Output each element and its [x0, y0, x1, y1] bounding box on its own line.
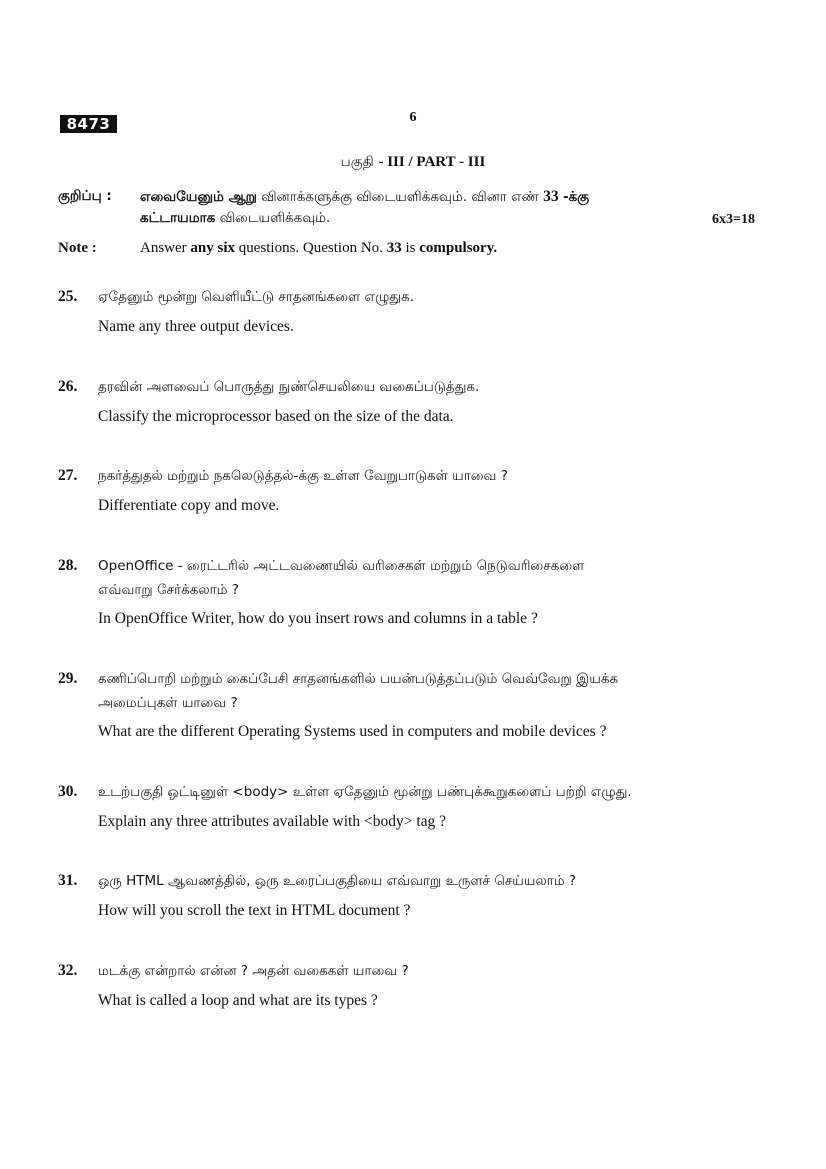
note-text-any-six: any six: [190, 240, 236, 256]
instruction-any-six-tamil: எவையேனும் ஆறு: [140, 189, 257, 205]
question-tamil: தரவின் அளவைப் பொருத்து நுண்செயலியை வகைப்படுத்துக.: [98, 379, 480, 395]
page-number: 6: [409, 110, 417, 125]
instruction-tamil-line-2: [140, 210, 780, 228]
question-english: In OpenOffice Writer, how do you insert rows and columns in a table ?: [98, 610, 538, 627]
question-english: What are the different Operating Systems used in computers and mobile devices ?: [98, 723, 607, 740]
instruction-suffix: -க்கு: [562, 189, 590, 205]
question-tamil: நகர்த்துதல் மற்றும் நகலெடுத்தல்-க்கு உள்ள வேறுபாடுகள் யாவை ?: [98, 468, 508, 484]
note-text-part: questions. Question No.: [238, 240, 383, 256]
question-tamil: OpenOffice - ரைட்டரில் அட்டவணையில் வரிசைகள் மற்றும் நெடுவரிசைகளை: [98, 558, 585, 574]
note-text-number: 33: [386, 240, 402, 256]
question-english: What is called a loop and what are its types ?: [98, 992, 378, 1009]
question-tamil-continued: அமைப்புகள் யாவை ?: [98, 695, 238, 711]
part-title-label: - III / PART - III: [378, 154, 486, 170]
question-number: 28.: [58, 557, 78, 574]
instruction-text: வினாக்களுக்கு விடையளிக்கவும். வினா எண்: [261, 189, 539, 205]
note-text-part: Answer: [140, 240, 187, 256]
instruction-tamil-line-1: [140, 188, 780, 207]
note-label: Note :: [58, 240, 97, 256]
question-tamil: உடற்பகுதி ஒட்டினுள் <body> உள்ள ஏதேனும் மூன்று பண்புக்கூறுகளைப் பற்றி எழுது.: [98, 784, 632, 800]
question-number: 29.: [58, 670, 78, 687]
question-english: Differentiate copy and move.: [98, 497, 280, 514]
question-english: Classify the microprocessor based on the size of the data.: [98, 408, 454, 425]
question-number: 30.: [58, 783, 78, 800]
part-title-tamil: பகுதி: [340, 154, 374, 170]
question-tamil: ஏதேனும் மூன்று வெளியீட்டு சாதனங்களை எழுதுக.: [98, 289, 415, 305]
question-tamil: ஒரு HTML ஆவணத்தில், ஒரு உரைப்பகுதியை எவ்வாறு உருளச் செய்யலாம் ?: [98, 873, 577, 889]
question-number: 32.: [58, 962, 78, 979]
instruction-tamil-label: குறிப்பு :: [58, 188, 112, 204]
question-tamil: கணிப்பொறி மற்றும் கைப்பேசி சாதனங்களில் பயன்படுத்தப்படும் வெவ்வேறு இயக்க: [98, 671, 619, 687]
marks-scheme: 6x3=18: [712, 212, 755, 227]
instruction-compulsory-tamil: கட்டாயமாக: [140, 210, 216, 226]
question-number: 26.: [58, 378, 78, 395]
instruction-question-number: 33: [543, 188, 559, 205]
question-number: 27.: [58, 467, 78, 484]
part-title: [0, 152, 826, 172]
note-text-compulsory: compulsory.: [419, 240, 498, 256]
question-tamil-continued: எவ்வாறு சேர்க்கலாம் ?: [98, 582, 239, 598]
question-english: How will you scroll the text in HTML document ?: [98, 902, 411, 919]
question-number: 31.: [58, 872, 78, 889]
instruction-text: விடையளிக்கவும்.: [219, 210, 331, 226]
question-english: Explain any three attributes available with <body> tag ?: [98, 813, 447, 830]
question-number: 25.: [58, 288, 78, 305]
note-text: [140, 240, 780, 257]
note-text-part: is: [405, 240, 416, 256]
question-tamil: மடக்கு என்றால் என்ன ? அதன் வகைகள் யாவை ?: [98, 963, 409, 979]
question-english: Name any three output devices.: [98, 318, 294, 335]
paper-code-badge: 8473: [60, 115, 117, 133]
